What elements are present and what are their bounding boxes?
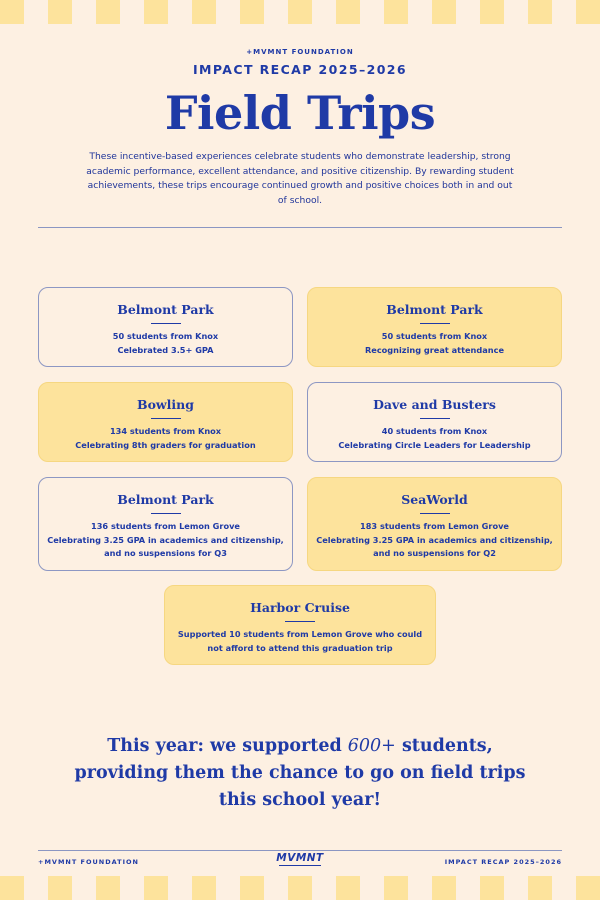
trip-name: Bowling xyxy=(137,397,194,412)
trip-card xyxy=(38,382,293,462)
summary-text-after: students, providing them the chance to go on field trips this school year! xyxy=(74,736,526,810)
trip-card xyxy=(38,477,293,571)
trip-students: Supported 10 students from Lemon Grove who could not afford to attend this graduation trip xyxy=(177,629,423,653)
trip-reason: Recognizing great attendance xyxy=(364,344,505,355)
checkered-bottom-border xyxy=(0,876,600,900)
trip-divider xyxy=(285,621,315,622)
recap-heading: IMPACT RECAP 2025–2026 xyxy=(193,62,407,77)
trip-name: Belmont Park xyxy=(117,492,214,507)
trip-reason: Celebrating 8th graders for graduation xyxy=(75,439,256,450)
summary-statement xyxy=(70,733,530,814)
divider-top xyxy=(38,227,562,228)
trip-students: 136 students from Lemon Grove xyxy=(91,521,240,531)
trip-name: Belmont Park xyxy=(386,302,483,317)
trip-reason: Celebrating 3.25 GPA in academics and citizenship, and no suspensions for Q3 xyxy=(47,534,284,558)
trip-divider xyxy=(420,513,450,514)
trip-card xyxy=(164,585,436,665)
trip-students: 40 students from Knox xyxy=(381,426,488,436)
trip-card xyxy=(307,287,562,367)
org-label: +MVMNT FOUNDATION xyxy=(246,48,354,56)
trip-reason: Celebrating Circle Leaders for Leadership xyxy=(338,439,531,450)
intro-paragraph: These incentive-based experiences celebrate students who demonstrate leadership, strong academic performance, excellent attendance, and positive citizenship. By rewarding student achievements, these trips encourage continued growth and positive choices both in and out of school. xyxy=(86,151,514,206)
trip-divider xyxy=(420,323,450,324)
logo-wordmark: MVMNT xyxy=(276,852,324,864)
trip-students: 134 students from Knox xyxy=(109,426,222,436)
footer-logo xyxy=(250,853,350,866)
trip-card xyxy=(38,287,293,367)
trip-card xyxy=(307,477,562,571)
page-title: Field Trips xyxy=(164,86,436,140)
trip-name: Belmont Park xyxy=(117,302,214,317)
divider-bottom xyxy=(38,850,562,851)
trip-name: SeaWorld xyxy=(401,492,468,507)
trip-name: Dave and Busters xyxy=(373,397,496,412)
trip-students: 50 students from Knox xyxy=(381,331,488,341)
trip-reason: Celebrating 3.25 GPA in academics and citizenship, and no suspensions for Q2 xyxy=(316,534,553,558)
logo-underline xyxy=(279,865,321,866)
footer-recap: IMPACT RECAP 2025–2026 xyxy=(444,858,562,866)
trip-card xyxy=(307,382,562,462)
trip-divider xyxy=(151,418,181,419)
trip-divider xyxy=(151,513,181,514)
trip-divider xyxy=(420,418,450,419)
trip-students: 50 students from Knox xyxy=(112,331,219,341)
summary-text-before: This year: we supported xyxy=(107,736,348,756)
footer-org: +MVMNT FOUNDATION xyxy=(38,858,139,866)
trip-students: 183 students from Lemon Grove xyxy=(360,521,509,531)
checkered-top-border xyxy=(0,0,600,24)
summary-number: 600+ xyxy=(347,736,396,756)
trip-reason: Celebrated 3.5+ GPA xyxy=(117,344,214,355)
trip-name: Harbor Cruise xyxy=(250,600,350,615)
trip-divider xyxy=(151,323,181,324)
